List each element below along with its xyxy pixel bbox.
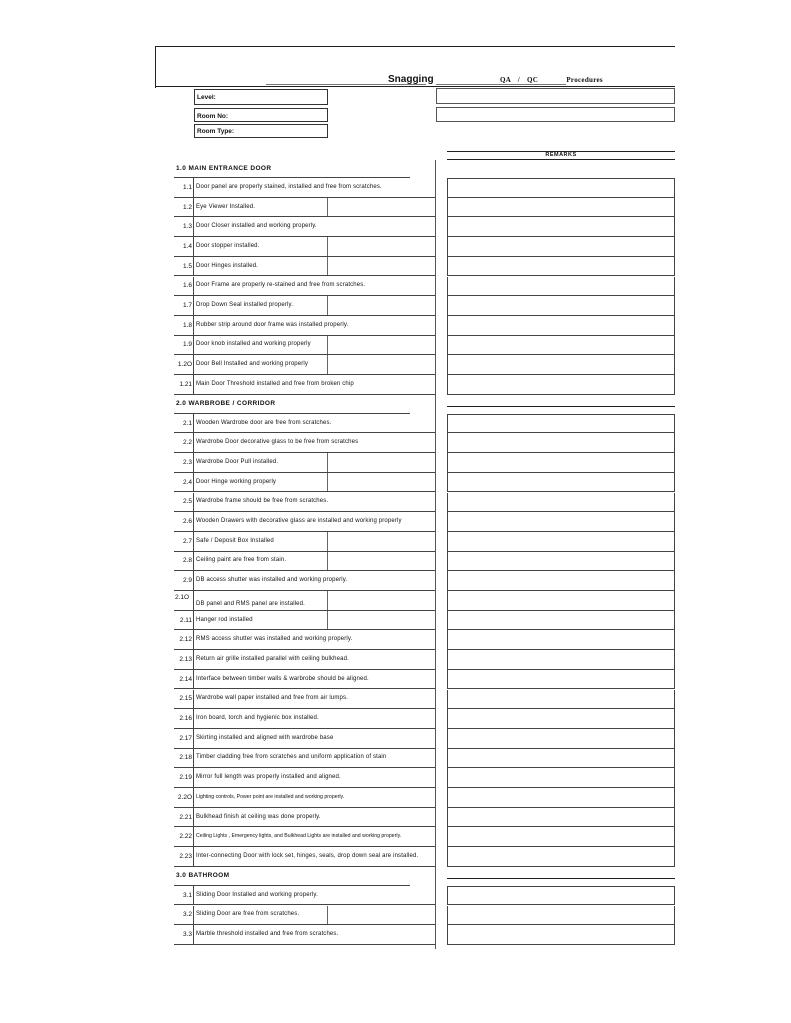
status-cell[interactable] xyxy=(327,296,435,315)
subtitle-underline xyxy=(436,84,566,85)
remarks-cell[interactable] xyxy=(447,375,675,395)
remarks-cell[interactable] xyxy=(447,827,675,847)
item-description: Ceiling paint are free from stain. xyxy=(196,557,287,564)
item-number: 1.2 xyxy=(174,198,194,217)
remarks-cell[interactable] xyxy=(447,336,675,356)
item-description: RMS access shutter was installed and working properly. xyxy=(196,636,353,643)
table-row xyxy=(174,847,435,867)
table-row xyxy=(174,453,435,473)
header-bottom-rule xyxy=(155,86,675,87)
item-number: 2.1 xyxy=(174,414,194,433)
item-description: Door stopper installed. xyxy=(196,242,260,249)
item-number: 2.7 xyxy=(174,532,194,551)
room-type-field[interactable] xyxy=(194,124,328,138)
remarks-cell[interactable] xyxy=(447,552,675,572)
header-left-rule xyxy=(155,46,156,88)
status-cell[interactable] xyxy=(327,532,435,551)
info-box-right-2[interactable] xyxy=(436,107,675,122)
item-number: 3.2 xyxy=(174,906,194,925)
item-description: Door Frame are properly re-stained and free from scratches. xyxy=(196,282,366,289)
table-row xyxy=(174,768,435,788)
item-number: 2.18 xyxy=(174,749,194,768)
section-divider xyxy=(435,160,436,949)
table-row xyxy=(174,532,435,552)
item-description: Door Hinge working properly xyxy=(196,478,277,485)
item-description: Drop Down Seal installed properly. xyxy=(196,302,294,309)
item-description: Ceiling Lights , Emergency lights, and Bulkhead Lights are installed and working properly. xyxy=(196,833,402,840)
item-number: 2.13 xyxy=(174,650,194,669)
remarks-cell[interactable] xyxy=(447,217,675,237)
remarks-section-top xyxy=(447,406,675,407)
item-number: 1.3 xyxy=(174,217,194,236)
room-no-field[interactable] xyxy=(194,108,328,122)
item-number: 2.9 xyxy=(174,571,194,590)
item-description: Wooden Drawers with decorative glass are installed and working properly xyxy=(196,518,402,525)
item-number: 1.8 xyxy=(174,316,194,335)
item-number: 1.21 xyxy=(174,375,194,394)
table-row xyxy=(174,552,435,572)
remarks-header: REMARKS xyxy=(545,152,577,158)
remarks-cell[interactable] xyxy=(447,749,675,769)
table-row xyxy=(174,709,435,729)
status-cell[interactable] xyxy=(327,237,435,256)
item-number: 1.2O xyxy=(174,355,194,374)
remarks-cell[interactable] xyxy=(447,768,675,788)
item-description: Return air grille installed parallel with ceiling bulkhead. xyxy=(196,655,349,662)
table-row xyxy=(174,336,435,356)
item-number: 2.19 xyxy=(174,768,194,787)
item-number: 2.17 xyxy=(174,729,194,748)
header-top-rule xyxy=(155,46,675,47)
section-header: 3.0 BATHROOM xyxy=(174,867,410,886)
table-row xyxy=(174,788,435,808)
status-cell[interactable] xyxy=(327,473,435,492)
table-row xyxy=(174,375,435,395)
table-row xyxy=(174,906,435,926)
remarks-cell[interactable] xyxy=(447,512,675,532)
status-cell[interactable] xyxy=(327,906,435,925)
item-number: 3.1 xyxy=(174,886,194,905)
item-description: Sliding Door are free from scratches. xyxy=(196,911,300,918)
item-number: 2.15 xyxy=(174,690,194,709)
item-description: Main Door Threshold installed and free from broken chip xyxy=(196,380,354,387)
item-description: Door Hinges installed. xyxy=(196,262,258,269)
remarks-cell[interactable] xyxy=(447,493,675,513)
table-row xyxy=(174,217,435,237)
table-row xyxy=(174,355,435,375)
item-number: 1.7 xyxy=(174,296,194,315)
remarks-cell[interactable] xyxy=(447,453,675,473)
section-header: 2.0 WARBROBE / CORRIDOR xyxy=(174,395,410,414)
page-subtitle: QA / QC Procedures xyxy=(500,76,603,84)
item-number: 1.1 xyxy=(174,178,194,197)
item-number: 2.11 xyxy=(174,611,194,630)
item-description: Mirror full length was properly installed and aligned. xyxy=(196,774,341,781)
level-field[interactable] xyxy=(194,89,328,105)
item-description: Door Closer installed and working properly. xyxy=(196,223,317,230)
remarks-cell[interactable] xyxy=(447,296,675,316)
status-cell[interactable] xyxy=(327,257,435,276)
table-row xyxy=(174,257,435,277)
item-description: Wardrobe wall paper installed and free from air lumps. xyxy=(196,695,348,702)
item-description: DB panel and RMS panel are installed. xyxy=(196,600,305,607)
table-row xyxy=(174,198,435,218)
item-description: Interface between timber walls & warbrobe should be aligned. xyxy=(196,675,369,682)
table-row xyxy=(174,512,435,532)
table-row xyxy=(174,296,435,316)
table-row xyxy=(174,316,435,336)
remarks-cell[interactable] xyxy=(447,808,675,828)
item-number: 2.23 xyxy=(174,847,194,866)
table-row xyxy=(174,808,435,828)
item-number: 2.21 xyxy=(174,808,194,827)
remarks-cell[interactable] xyxy=(447,670,675,690)
table-row xyxy=(174,827,435,847)
remarks-cell[interactable] xyxy=(447,729,675,749)
remarks-cell[interactable] xyxy=(447,611,675,631)
remarks-cell[interactable] xyxy=(447,591,675,611)
item-description: Wooden Wardrobe door are free from scratches. xyxy=(196,419,332,426)
remarks-cell[interactable] xyxy=(447,886,675,906)
item-description: Marble threshold installed and free from scratches. xyxy=(196,931,339,938)
item-description: Eye Viewer Installed. xyxy=(196,203,256,210)
item-number: 2.12 xyxy=(174,630,194,649)
section-header: 1.0 MAIN ENTRANCE DOOR xyxy=(174,159,410,178)
remarks-cell[interactable] xyxy=(447,690,675,710)
remarks-cell[interactable] xyxy=(447,630,675,650)
item-number: 2.3 xyxy=(174,453,194,472)
item-number: 2.8 xyxy=(174,552,194,571)
remarks-cell[interactable] xyxy=(447,198,675,218)
item-description: Skirting installed and aligned with wardrobe base xyxy=(196,734,334,741)
item-number: 2.5 xyxy=(174,493,194,512)
remarks-section-top xyxy=(447,159,675,160)
info-box-right-1[interactable] xyxy=(436,88,675,104)
remarks-cell[interactable] xyxy=(447,316,675,336)
table-row xyxy=(174,237,435,257)
item-number: 2.14 xyxy=(174,670,194,689)
table-row xyxy=(174,670,435,690)
table-row xyxy=(174,749,435,769)
remarks-cell[interactable] xyxy=(447,906,675,926)
table-row xyxy=(174,886,435,906)
table-row xyxy=(174,925,435,945)
item-description: Iron board, torch and hygienic box installed. xyxy=(196,715,319,722)
status-cell[interactable] xyxy=(327,198,435,217)
status-cell[interactable] xyxy=(327,552,435,571)
remarks-cell[interactable] xyxy=(447,709,675,729)
table-row xyxy=(174,611,435,631)
item-number: 1.4 xyxy=(174,237,194,256)
item-number: 2.1O xyxy=(174,591,194,610)
status-cell[interactable] xyxy=(327,453,435,472)
item-description: Door panel are properly stained, installed and free from scratches. xyxy=(196,183,382,190)
remarks-cell[interactable] xyxy=(447,433,675,453)
remarks-cell[interactable] xyxy=(447,788,675,808)
table-row xyxy=(174,277,435,297)
remarks-cell[interactable] xyxy=(447,178,675,198)
remarks-cell[interactable] xyxy=(447,532,675,552)
status-cell[interactable] xyxy=(327,591,435,610)
item-number: 2.4 xyxy=(174,473,194,492)
item-number: 1.6 xyxy=(174,277,194,296)
remarks-cell[interactable] xyxy=(447,257,675,277)
remarks-cell[interactable] xyxy=(447,571,675,591)
table-row xyxy=(174,650,435,670)
item-description: Sliding Door Installed and working properly. xyxy=(196,891,318,898)
table-row xyxy=(174,433,435,453)
remarks-cell[interactable] xyxy=(447,414,675,434)
item-description: Hanger rod installed xyxy=(196,616,253,623)
status-cell[interactable] xyxy=(327,336,435,355)
room-no-label: Room No: xyxy=(197,113,229,120)
table-row xyxy=(174,178,435,198)
item-number: 1.9 xyxy=(174,336,194,355)
item-description: Door knob installed and working properly xyxy=(196,341,311,348)
item-description: DB access shutter was installed and working properly. xyxy=(196,577,348,584)
page-title: Snagging xyxy=(388,74,434,85)
item-description: Rubber strip around door frame was installed properly. xyxy=(196,321,349,328)
table-row xyxy=(174,630,435,650)
room-type-label: Room Type: xyxy=(197,127,235,135)
table-row xyxy=(174,571,435,591)
item-description: Wardrobe Door Pull installed. xyxy=(196,458,279,465)
item-description: Timber cladding free from scratches and uniform application of stain xyxy=(196,754,387,761)
table-row xyxy=(174,591,435,611)
item-description: Lighting controls, Power point are installed and working properly. xyxy=(196,794,345,801)
item-number: 2.2 xyxy=(174,433,194,452)
remarks-cell[interactable] xyxy=(447,237,675,257)
table-row xyxy=(174,414,435,434)
remarks-cell[interactable] xyxy=(447,925,675,945)
item-number: 2.6 xyxy=(174,512,194,531)
remarks-cell[interactable] xyxy=(447,847,675,867)
remarks-cell[interactable] xyxy=(447,277,675,297)
item-description: Inter-connecting Door with lock set, hinges, seals, drop down seal are installed. xyxy=(196,852,419,859)
table-row xyxy=(174,473,435,493)
item-number: 3.3 xyxy=(174,925,194,944)
item-number: 2.22 xyxy=(174,827,194,846)
status-cell[interactable] xyxy=(327,611,435,630)
item-description: Door Bell Installed and working properly xyxy=(196,361,309,368)
remarks-cell[interactable] xyxy=(447,650,675,670)
item-description: Wardrobe frame should be free from scratches. xyxy=(196,498,329,505)
item-description: Wardrobe Door decorative glass to be free from scratches xyxy=(196,439,359,446)
item-number: 2.2O xyxy=(174,788,194,807)
remarks-cell[interactable] xyxy=(447,473,675,493)
table-row xyxy=(174,493,435,513)
item-number: 1.5 xyxy=(174,257,194,276)
item-description: Safe / Deposit Box Installed xyxy=(196,537,274,544)
item-number: 2.16 xyxy=(174,709,194,728)
level-label: Level: xyxy=(197,93,216,101)
table-row xyxy=(174,690,435,710)
table-row xyxy=(174,729,435,749)
item-description: Bulkhead finish at ceiling was done properly. xyxy=(196,813,321,820)
remarks-cell[interactable] xyxy=(447,355,675,375)
remarks-section-top xyxy=(447,878,675,879)
status-cell[interactable] xyxy=(327,355,435,374)
